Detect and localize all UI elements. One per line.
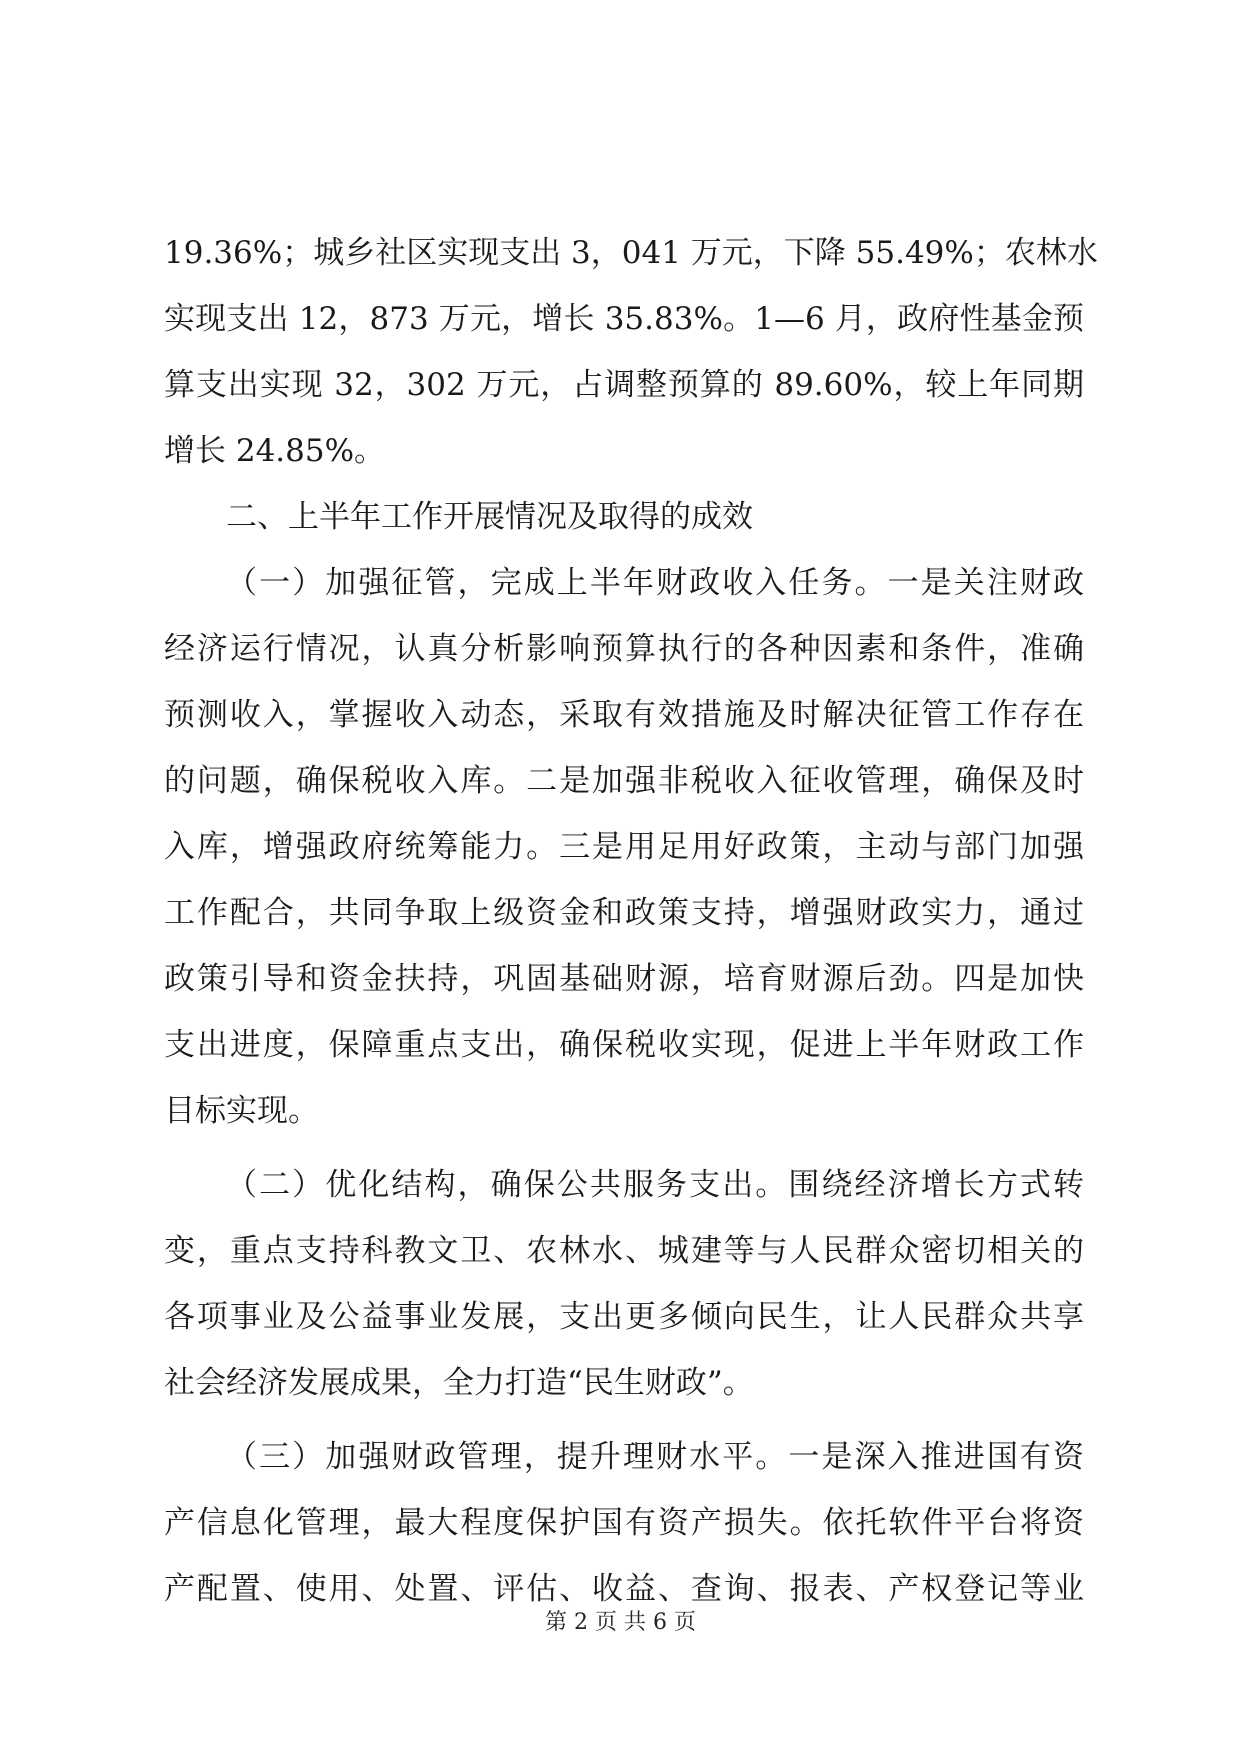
text-line: 产信息化管理，最大程度保护国有资产损失。依托软件平台将资 — [164, 1505, 1084, 1541]
text-line: 社会经济发展成果，全力打造“民生财政”。 — [164, 1365, 754, 1401]
text-line: 实现支出 12，873 万元，增长 35.83%。1—6 月，政府性基金预 — [164, 301, 1084, 337]
text-line: 预测收入，掌握收入动态，采取有效措施及时解决征管工作存在 — [164, 697, 1084, 733]
text-line: 目标实现。 — [164, 1093, 319, 1129]
text-line: 的问题，确保税收入库。二是加强非税收入征收管理，确保及时 — [164, 763, 1084, 799]
text-line: 政策引导和资金扶持，巩固基础财源，培育财源后劲。四是加快 — [164, 961, 1084, 997]
document-body — [164, 220, 1098, 1622]
text-line: 变，重点支持科教文卫、农林水、城建等与人民群众密切相关的 — [164, 1233, 1084, 1269]
text-line: 各项事业及公益事业发展，支出更多倾向民生，让人民群众共享 — [164, 1299, 1084, 1335]
text-line: （三）加强财政管理，提升理财水平。一是深入推进国有资 — [226, 1439, 1084, 1475]
text-line: 支出进度，保障重点支出，确保税收实现，促进上半年财政工作 — [164, 1027, 1084, 1063]
text-line: 入库，增强政府统筹能力。三是用足用好政策，主动与部门加强 — [164, 829, 1084, 865]
text-line: （二）优化结构，确保公共服务支出。围绕经济增长方式转 — [226, 1167, 1084, 1203]
text-line: 经济运行情况，认真分析影响预算执行的各种因素和条件，准确 — [164, 631, 1084, 667]
text-line: 19.36%；城乡社区实现支出 3，041 万元，下降 55.49%；农林水 — [164, 235, 1098, 271]
text-line: 算支出实现 32，302 万元，占调整预算的 89.60%，较上年同期 — [164, 367, 1084, 403]
text-line: 增长 24.85%。 — [164, 433, 386, 469]
text-line: 产配置、使用、处置、评估、收益、查询、报表、产权登记等业 — [164, 1571, 1084, 1607]
text-line: （一）加强征管，完成上半年财政收入任务。一是关注财政 — [226, 565, 1084, 601]
page-footer: 第 2 页 共 6 页 — [545, 1610, 696, 1635]
text-line: 工作配合，共同争取上级资金和政策支持，增强财政实力，通过 — [164, 895, 1084, 931]
text-line: 二、上半年工作开展情况及取得的成效 — [226, 499, 753, 535]
